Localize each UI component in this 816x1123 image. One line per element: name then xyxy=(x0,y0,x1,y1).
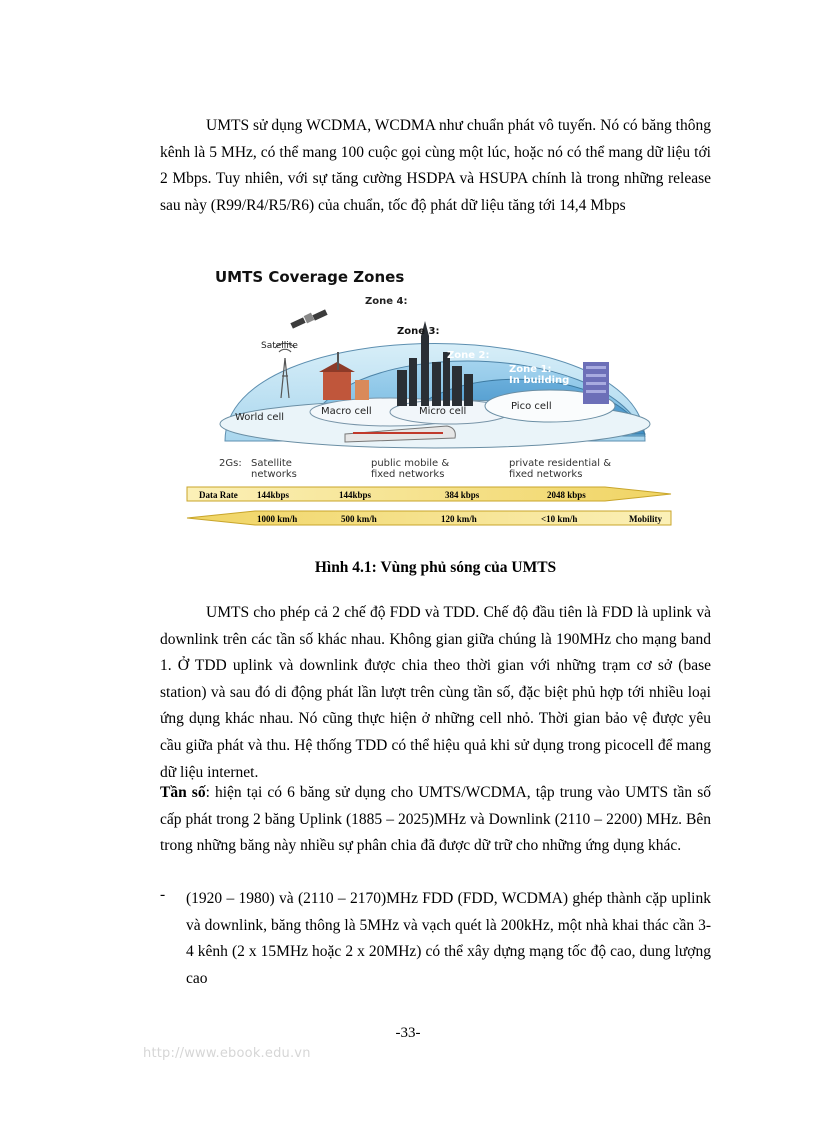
data-rate-3: 384 kbps xyxy=(445,490,480,500)
paragraph-fdd-tdd: UMTS cho phép cả 2 chế độ FDD và TDD. Chế độ đầu tiên là FDD là uplink và downlink trên các tần số khác nhau. Không gian giữa chúng là 190MHz cho mạng band 1. Ở TDD uplink và downlink được chia theo thời gian với những trạm cơ sở (base station) và sau đó di động phát lần lượt trên cùng tần số, đặc biệt phủ hợp tới nhiều loại ứng dụng khác nhau. Nó cũng thực hiện ở những cell nhỏ. Thời gian bảo vệ được yêu cầu giữa phát và thu. Hệ thống TDD có thể hiệu quả khi sử dụng trong picocell để mang dữ liệu internet. xyxy=(160,604,711,781)
bullet-fdd-band: (1920 – 1980) và (2110 – 2170)MHz FDD (FDD, WCDMA) ghép thành cặp uplink và downlink, băng thông là 5MHz và vạch quét là 200kHz, một nhà khai thác cần 3-4 kênh (2 x 15MHz hoặc 2 x 20MHz) có thể xây dựng mạng tốc độ cao, dung lượng cao xyxy=(186,890,711,987)
in-building-label: In building xyxy=(509,375,570,386)
paragraph-umts-intro: UMTS sử dụng WCDMA, WCDMA như chuẩn phát vô tuyến. Nó có băng thông kênh là 5 MHz, có thể mang 100 cuộc gọi cùng một lúc, hoặc nó có thể mang dữ liệu tới 2 Mbps. Tuy nhiên, với sự tăng cường HSDPA và HSUPA chính là trong những release sau này (R99/R4/R5/R6) của chuẩn, tốc độ phát dữ liệu tăng tới 14,4 Mbps xyxy=(160,117,711,214)
category-3-line2: fixed networks xyxy=(509,469,583,480)
coverage-diagram xyxy=(185,266,673,528)
data-rate-2: 144kbps xyxy=(339,490,372,500)
micro-cell-label: Micro cell xyxy=(419,406,467,417)
data-rate-4: 2048 kbps xyxy=(547,490,586,500)
watermark-url: http://www.ebook.edu.vn xyxy=(143,1046,311,1061)
satellite-label: Satellite xyxy=(261,341,298,351)
zone4-label: Zone 4: xyxy=(365,296,408,307)
zone1-label: Zone 1: xyxy=(509,364,552,375)
category-2-line1: public mobile & xyxy=(371,458,450,469)
speed-1: 1000 km/h xyxy=(257,514,298,524)
zone3-label: Zone 3: xyxy=(397,326,440,337)
paragraph-frequency: Tần số: hiện tại có 6 băng sử dụng cho UMTS/WCDMA, tập trung vào UMTS tần số cấp phát trong 2 băng Uplink (1885 – 2025)MHz và Downlink (2110 – 2200) MHz. Bên trong những băng này nhiều sự phân chia đã được dữ trữ cho những ứng dụng khác. xyxy=(160,784,711,855)
world-cell-label: World cell xyxy=(235,412,285,423)
macro-cell-label: Macro cell xyxy=(321,406,372,417)
figure-title: UMTS Coverage Zones xyxy=(215,268,405,286)
mobility-label: Mobility xyxy=(629,514,662,524)
data-rate-1: 144kbps xyxy=(257,490,290,500)
speed-3: 120 km/h xyxy=(441,514,477,524)
category-3-line1: private residential & xyxy=(509,458,611,469)
speed-2: 500 km/h xyxy=(341,514,377,524)
zone2-label: Zone 2: xyxy=(447,350,490,361)
category-1-line1: Satellite xyxy=(251,458,292,469)
in-building-tower xyxy=(583,362,609,404)
speed-4: <10 km/h xyxy=(541,514,578,524)
category-2-line2: fixed networks xyxy=(371,469,445,480)
category-prefix: 2Gs: xyxy=(219,458,242,469)
pico-cell-label: Pico cell xyxy=(511,401,552,412)
figure-caption: Hình 4.1: Vùng phủ sóng của UMTS xyxy=(314,559,557,576)
umts-coverage-figure xyxy=(185,266,673,528)
page-number: -33- xyxy=(395,1025,421,1041)
category-1-line2: networks xyxy=(251,469,297,480)
bullet-dash: - xyxy=(160,886,166,903)
data-rate-label: Data Rate xyxy=(199,490,238,500)
frequency-heading: Tần số xyxy=(160,784,206,801)
